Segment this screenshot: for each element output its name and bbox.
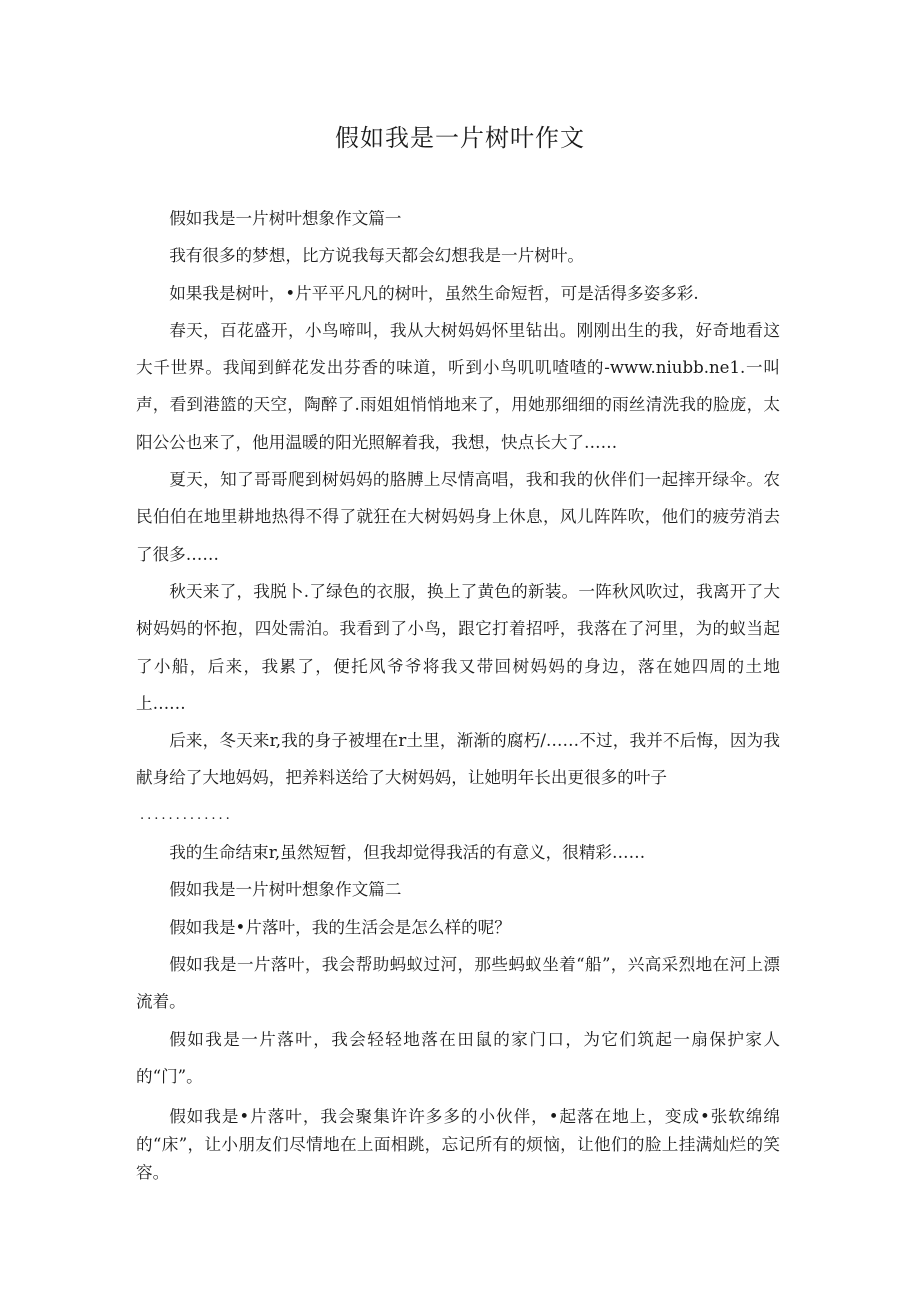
- page-title: 假如我是一片树叶作文: [335, 124, 585, 152]
- paragraph-autumn: 秋天来了，我脱卜.了绿色的衣服，换上了黄色的新装。一阵秋风吹过，我离开了大树妈妈的怀抱，四处需泊。我看到了小鸟，跟它打着招呼，我落在了河里，为的蚁当起了小船，后来，我累了，便托风爷爷将我又带回树妈妈的身边，落在她四周的土地上……: [136, 581, 780, 713]
- paragraph-winter: 后来，冬天来r,我的身子被埋在r土里，渐渐的腐朽/……不过，我并不后悔，因为我献身给了大地妈妈，把养料送给了大树妈妈，让她明年长出更很多的叶子: [136, 731, 780, 788]
- paragraph: 我的生命结束r,虽然短暂，但我却觉得我活的有意义，很精彩……: [169, 843, 646, 863]
- article-body: [136, 200, 780, 1187]
- paragraph-spring: 春天，百花盛开，小鸟啼叫，我从大树妈妈怀里钻出。刚刚出生的我，好奇地看这大千世界。我闻到鲜花发出芬香的味道，听到小鸟叽叽喳喳的-www.niubb.ne1.一叫声，看到港篮的天空，陶醉了.雨姐姐悄悄地来了，用她那细细的雨丝清洗我的脸庞，太阳公公也来了，他用温暖的阳光照解着我，我想，快点长大了……: [136, 320, 780, 452]
- section-heading-2: 假如我是一片树叶想象作文篇二: [169, 880, 402, 900]
- ellipsis-line: .............: [140, 807, 233, 823]
- paragraph: 假如我是•片落叶，我会聚集许许多多的小伙伴，•起落在地上，变成•张软绵绵的“床”，让小朋友们尽情地在上面相跳，忘记所有的烦恼，让他们的脸上挂满灿烂的笑容。: [136, 1107, 780, 1183]
- paragraph: 假如我是一片落叶，我会轻轻地落在田鼠的家门口，为它们筑起一扇保护家人的“门”。: [136, 1029, 780, 1086]
- paragraph-summer: 夏天，知了哥哥爬到树妈妈的胳膊上尽情高唱，我和我的伙伴们一起摔开绿伞。农民伯伯在地里耕地热得不得了就狂在大树妈妈身上休息，风儿阵阵吹，他们的疲劳消去了很多……: [136, 470, 780, 564]
- paragraph: 我有很多的梦想，比方说我每天都会幻想我是一片树叶。: [169, 246, 585, 266]
- paragraph: 如果我是树叶，•片平平凡凡的树叶，虽然生命短哲，可是活得多姿多彩.: [169, 283, 699, 303]
- paragraph: 假如我是•片落叶，我的生活会是怎么样的呢？: [169, 917, 511, 937]
- section-heading-1: 假如我是一片树叶想象作文篇一: [169, 209, 402, 228]
- paragraph: 假如我是一片落叶，我会帮助蚂蚁过河，那些蚂蚁坐着“船”，兴高采烈地在河上漂流着。: [136, 954, 780, 1012]
